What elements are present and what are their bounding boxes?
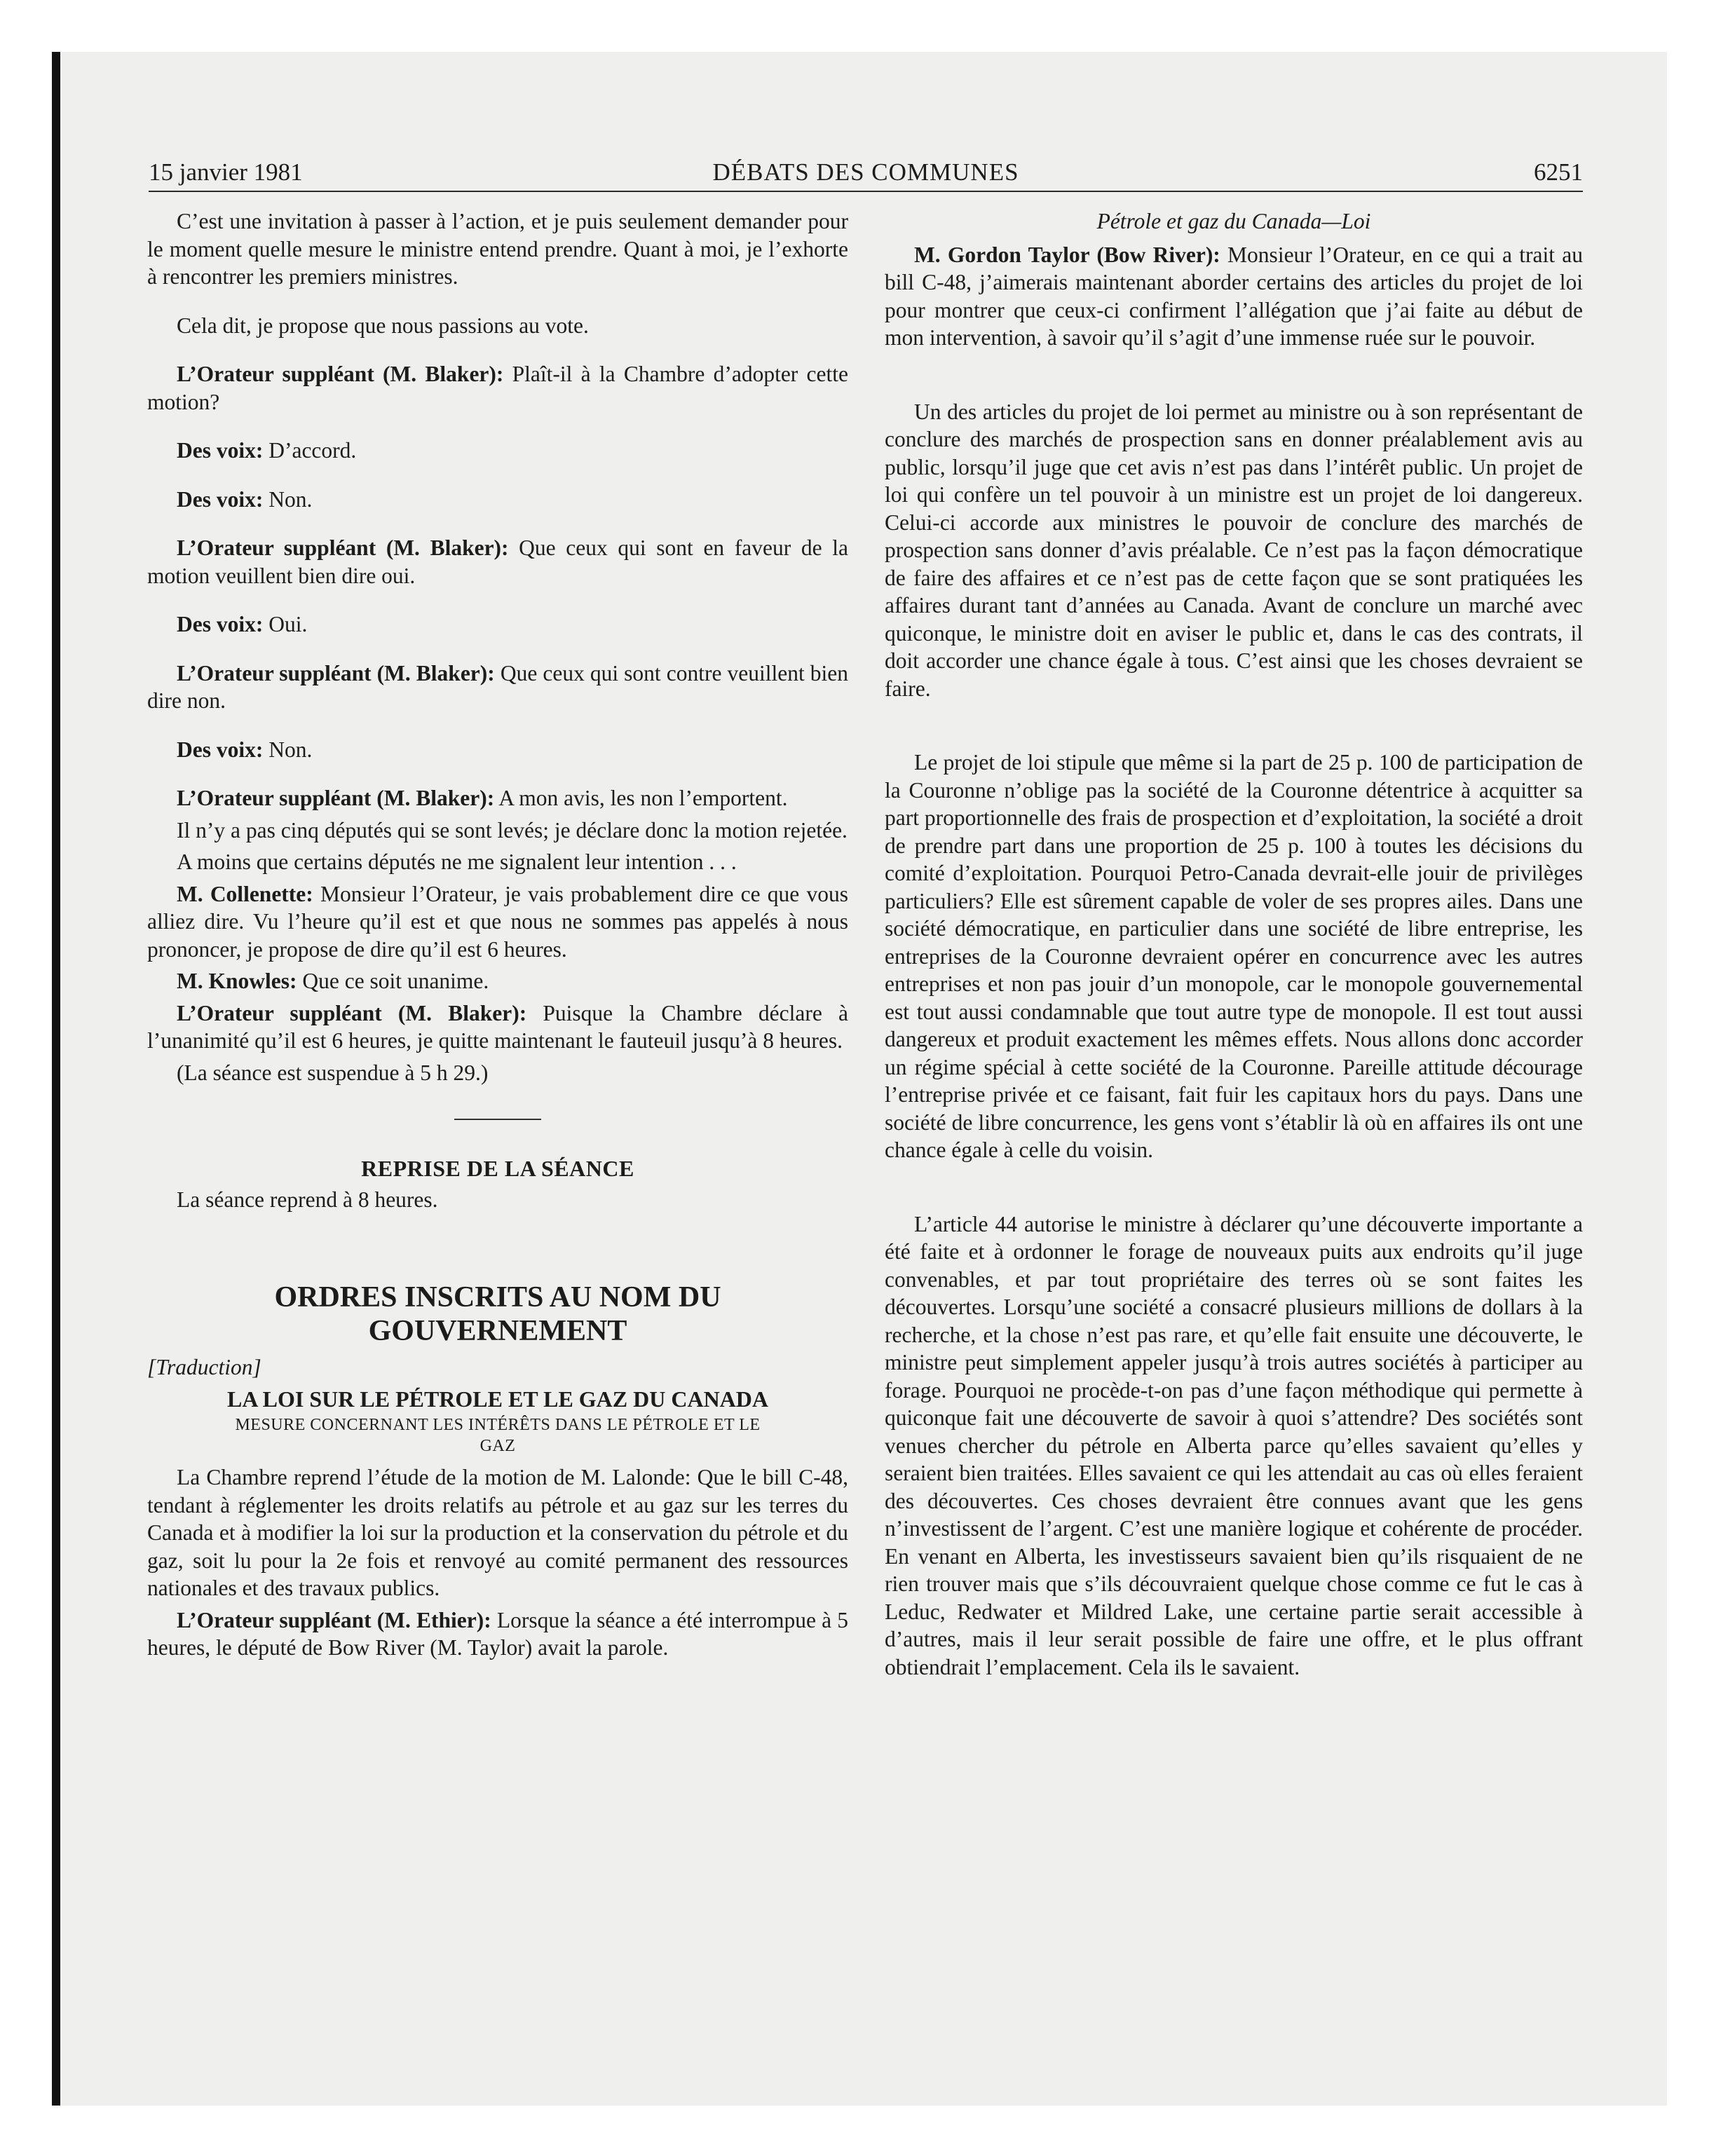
paragraph-text: Non. — [263, 486, 313, 512]
spacer — [885, 373, 1583, 398]
bill-title: LA LOI SUR LE PÉTROLE ET LE GAZ DU CANADA — [226, 1386, 768, 1412]
paragraph: Un des articles du projet de loi permet au ministre ou à son représentant de conclure des marchés de prospection sans en donner préalablement avis au public, lorsqu’il juge que cet avis n’est pas dans l’intérêt public. Un projet de loi qui confère un tel pouvoir à un ministre est un projet de loi dangereux. Celui-ci accorde aux ministres le pouvoir de conclure des marchés de prospection sans donner d’avis préalable. Ce n’est pas la façon démocratique de faire des affaires et ce n’est pas de cette façon que se sont pratiquées les affaires durant tant d’années au Canada. Avant de conclure un marché avec quiconque, le ministre doit en aviser le public et, dans le cas des contrats, il doit accorder une chance égale à tous. C’est ainsi que les choses devraient se faire. — [885, 399, 1583, 701]
paragraph — [147, 437, 848, 465]
paragraph-text: Lorsque la séance a été interrompue à 5 heures, le député de Bow River (M. Taylor) avait la parole. — [147, 1607, 848, 1660]
major-heading — [147, 1281, 848, 1348]
paragraph — [147, 610, 848, 639]
paragraph — [147, 534, 848, 589]
speaker-name: L’Orateur suppléant (M. Blaker): — [177, 660, 495, 685]
paragraph-text: Oui. — [263, 612, 308, 636]
paragraph — [147, 360, 848, 416]
paragraph — [147, 999, 848, 1055]
right-column — [885, 207, 1583, 1702]
speaker-name: L’Orateur suppléant (M. Blaker): — [177, 362, 504, 386]
paragraph — [147, 967, 848, 995]
speaker-name: M. Gordon Taylor (Bow River): — [914, 242, 1220, 267]
paragraph — [147, 784, 848, 812]
speaker-name: L’Orateur suppléant (M. Blaker): — [177, 1000, 527, 1025]
paragraph: La séance reprend à 8 heures. — [177, 1187, 438, 1212]
paragraph — [147, 312, 848, 340]
speaker-name: L’Orateur suppléant (M. Blaker): — [177, 786, 495, 810]
speaker-name: M. Knowles: — [177, 969, 297, 993]
major-heading-line: ORDRES INSCRITS AU NOM DU — [274, 1281, 721, 1314]
spacer — [885, 1185, 1583, 1210]
paragraph-text: (La séance est suspendue à 5 h 29.) — [177, 1060, 489, 1085]
paragraph-text: Il n’y a pas cinq députés qui se sont levés; je déclare donc la motion rejetée. — [177, 817, 848, 842]
paragraph-text: Que ceux qui sont contre veuillent bien dire non. — [147, 660, 848, 713]
section-divider — [454, 1119, 541, 1120]
paragraph — [147, 207, 848, 291]
translation-note: [Traduction] — [147, 1355, 261, 1379]
spacer — [885, 723, 1583, 749]
paragraph — [147, 736, 848, 764]
paragraph-text: C’est une invitation à passer à l’action, et je puis seulement demander pour le moment quelle mesure le ministre entend prendre. Quant à moi, je l’exhorte à rencontrer les premiers ministres. — [147, 209, 848, 289]
page-number: 6251 — [1534, 158, 1583, 186]
header-date: 15 janvier 1981 — [149, 158, 303, 186]
paragraph-text: A mon avis, les non l’emportent. — [494, 786, 788, 810]
speaker-name: M. Collenette: — [177, 881, 313, 906]
paragraph-text: Que ceux qui sont en faveur de la motion veuillent bien dire oui. — [147, 535, 849, 588]
speaker-name: Des voix: — [177, 612, 264, 636]
paragraph — [885, 241, 1583, 352]
paragraph-text: Puisque la Chambre déclare à l’unanimité qu’il est 6 heures, je quitte maintenant le fauteuil jusqu’à 8 heures. — [147, 1000, 848, 1053]
paragraph: Le projet de loi stipule que même si la part de 25 p. 100 de participation de la Couronne n’oblige pas la société de la Couronne détentrice à acquitter sa part proportionnelle des frais de prospection et d’exploitation, la société a droit de prendre part dans une proportion de 25 p. 100 à toutes les décisions du comité d’exploitation. Pourquoi Petro-Canada devrait-elle jouir de privilèges particuliers? Elle est sûrement capable de voler de ses propres ailes. Dans une société démocratique, en particulier dans une société de libre entreprise, les entreprises de la Couronne devraient opérer en concurrence avec les autres entreprises et non pas jouir d’un monopole, car le monopole gouvernemental est tout aussi condamnable que tout autre type de monopole. Il est tout aussi dangereux et produit exactement les mêmes effets. Nous allons donc accorder un régime spécial à cette société de la Couronne. Pareille attitude décourage l’entreprise privée et ce faisant, fait fuir les capitaux hors du pays. Dans une société de libre concurrence, les gens vont s’établir là où en affaires ils ont une chance égale à celle du voisin. — [885, 750, 1583, 1162]
paragraph-text: Monsieur l’Orateur, je vais probablement dire ce que vous alliez dire. Vu l’heure qu’il est et que nous ne sommes pas appelés à nous prononcer, je propose de dire qu’il est 6 heures. — [147, 881, 848, 962]
speaker-name: L’Orateur suppléant (M. Blaker): — [177, 535, 509, 560]
section-heading: REPRISE DE LA SÉANCE — [361, 1156, 634, 1181]
paragraph — [147, 1059, 848, 1087]
bill-subtitle-line: MESURE CONCERNANT LES INTÉRÊTS DANS LE PÉTROLE ET LE — [235, 1416, 761, 1434]
paragraph: L’article 44 autorise le ministre à déclarer qu’une découverte importante a été faite et à ordonner le forage de nouveaux puits aux endroits qu’il juge convenables, et par tout propriétaire des terres où se sont faites les découvertes. Lorsqu’une société a consacré plusieurs millions de dollars à la recherche, et la chose n’est pas rare, et qu’elle fait ensuite une découverte, le ministre peut simplement appeler jusqu’à trois autres sociétés à participer au forage. Pourquoi ne procède-t-on pas d’une façon méthodique qui permette à quiconque fait une découverte de savoir à quoi s’attendre? Des sociétés sont venues chercher du pétrole en Alberta parce qu’elles savaient qu’elles y seraient bien traitées. Elles savaient ce qui les attendait au cas où elles feraient des découvertes. Ces choses devraient être connues avant que les gens n’investissent de l’argent. C’est une manière logique et cohérente de procéder. En venant en Alberta, les investisseurs savaient bien qu’ils risquaient de ne rien trouver mais que s’ils découvraient quelque chose comme ce fut le cas à Leduc, Redwater et Mildred Lake, une certaine partie serait accessible à d’autres, mais il leur serait possible de faire une offre, et le plus offrant obtiendrait l’emplacement. Cela ils le savaient. — [885, 1211, 1583, 1679]
speaker-name: L’Orateur suppléant (M. Ethier): — [177, 1607, 491, 1632]
paragraph — [147, 848, 848, 876]
paragraph — [147, 660, 848, 715]
paragraph-text: Cela dit, je propose que nous passions au vote. — [177, 313, 589, 338]
paragraph-text: D’accord. — [263, 438, 357, 463]
major-heading-line: GOUVERNEMENT — [368, 1315, 627, 1347]
paragraph — [147, 817, 848, 845]
scan-binding-edge — [52, 52, 60, 2106]
paragraph-text: Monsieur l’Orateur, en ce qui a trait au bill C-48, j’aimerais maintenant aborder certains des articles du projet de loi pour montrer que ceux-ci confirment l’allégation que j’ai faite au début de mon intervention, à savoir qu’il s’agit d’une immense ruée sur le pouvoir. — [885, 242, 1583, 350]
paragraph-text: Non. — [263, 737, 313, 762]
left-column — [147, 207, 848, 1666]
paragraph — [147, 880, 848, 964]
header-title: DÉBATS DES COMMUNES — [712, 158, 1019, 186]
paragraph-text: Que ce soit unanime. — [297, 969, 489, 993]
page-header — [149, 154, 1583, 192]
paragraph-text: Plaît-il à la Chambre d’adopter cette motion? — [147, 362, 848, 414]
speaker-name: Des voix: — [177, 438, 264, 463]
paragraph — [147, 1606, 848, 1662]
paragraph — [147, 486, 848, 514]
running-head: Pétrole et gaz du Canada—Loi — [1096, 209, 1371, 233]
bill-subtitle-line: GAZ — [479, 1437, 516, 1455]
speaker-name: Des voix: — [177, 737, 264, 762]
paragraph: La Chambre reprend l’étude de la motion de M. Lalonde: Que le bill C-48, tendant à réglementer les droits relatifs au pétrole et au gaz sur les terres du Canada et à modifier la loi sur la production et la conservation du pétrole et du gaz, soit lu pour la 2e fois et renvoyé au comité permanent des ressources nationales et des travaux publics. — [147, 1465, 848, 1600]
speaker-name: Des voix: — [177, 486, 264, 512]
paragraph-text: A moins que certains députés ne me signalent leur intention . . . — [177, 850, 737, 874]
bill-subtitle — [147, 1414, 848, 1456]
